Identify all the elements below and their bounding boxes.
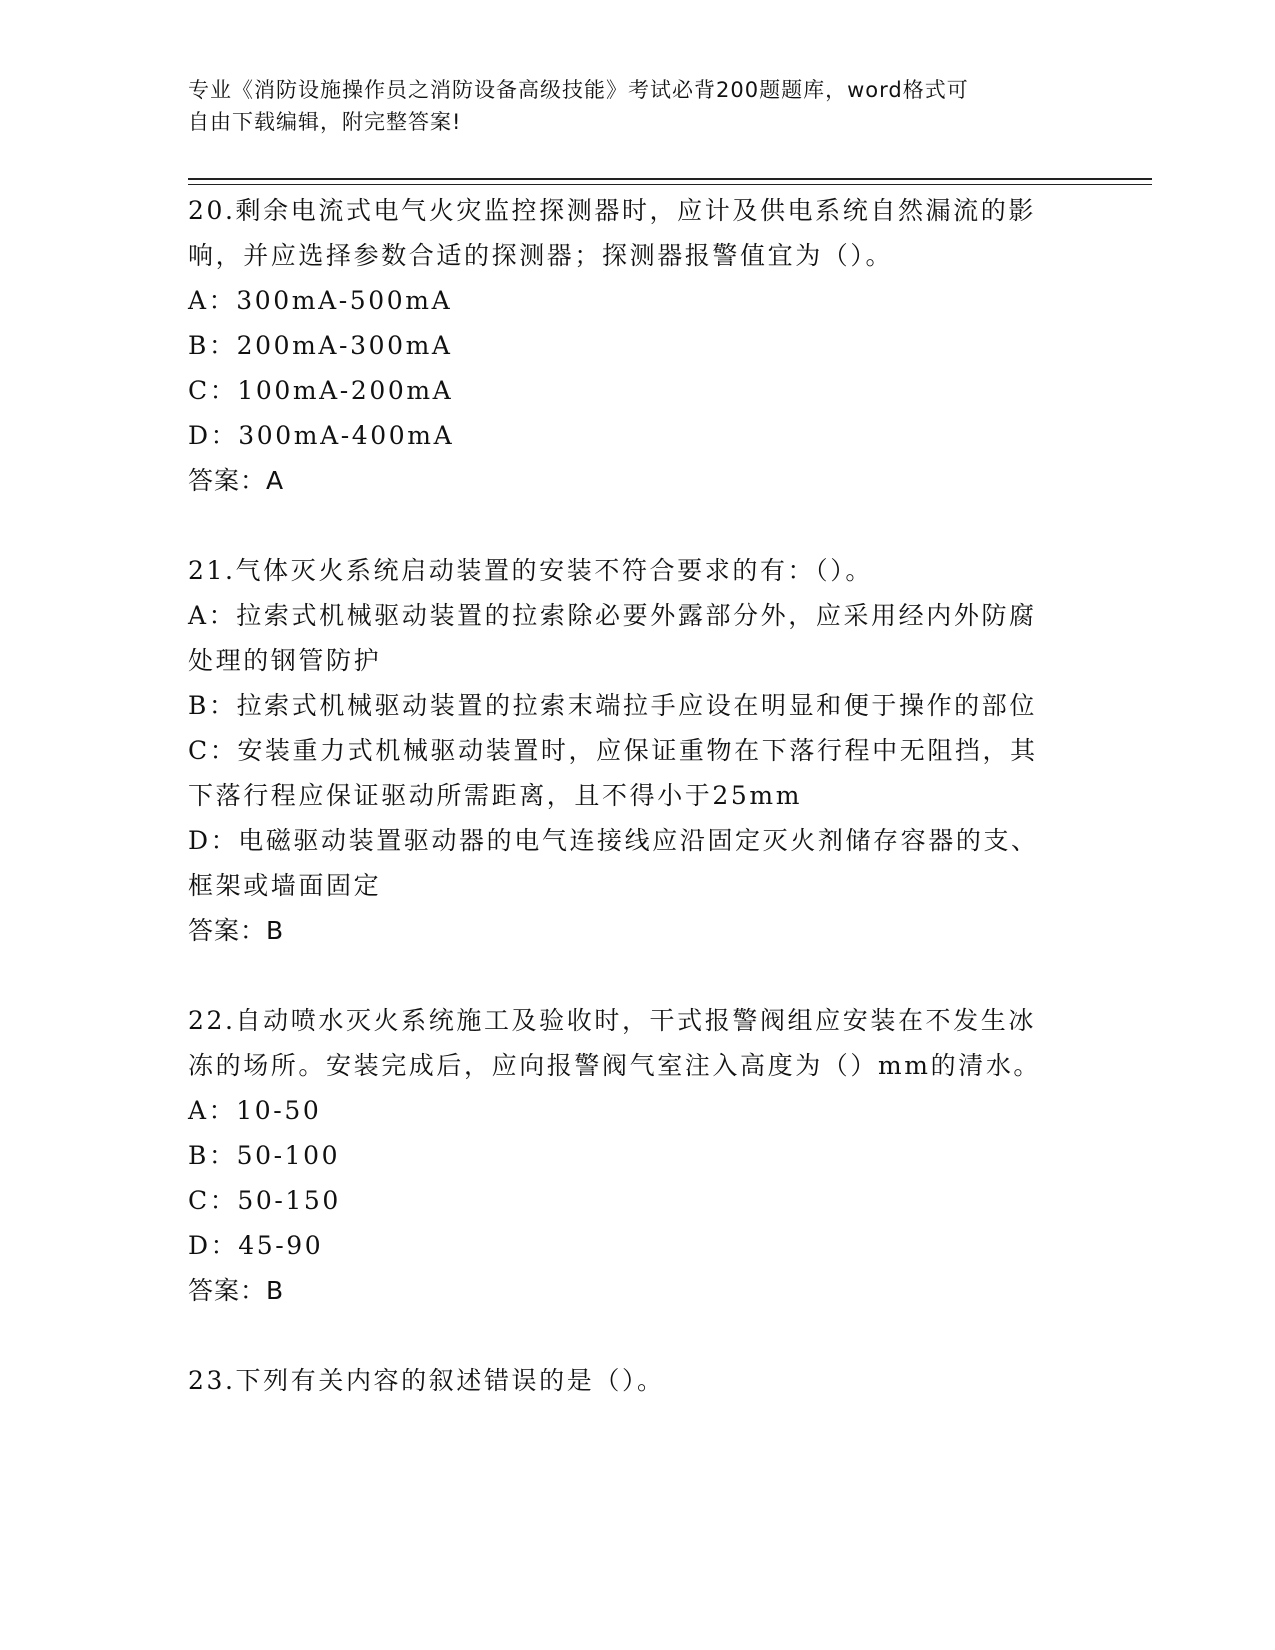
option-d: D：300mA-400mA	[188, 421, 455, 450]
option-b: B：50-100	[188, 1141, 341, 1170]
option-a: A：300mA-500mA	[188, 286, 453, 315]
spacer	[188, 503, 1068, 548]
question-stem: 23.下列有关内容的叙述错误的是（）。	[188, 1366, 665, 1395]
option-a: A：拉索式机械驱动装置的拉索除必要外露部分外，应采用经内外防腐	[188, 601, 1037, 630]
question-list	[188, 188, 1068, 1403]
question-item	[188, 548, 1068, 953]
option-d: D：电磁驱动装置驱动器的电气连接线应沿固定灭火剂储存容器的支、	[188, 826, 1039, 855]
header-line: 自由下载编辑，附完整答案!	[188, 110, 462, 134]
option-a-continued: 处理的钢管防护	[188, 646, 382, 675]
question-item	[188, 998, 1068, 1313]
option-c-continued: 下落行程应保证驱动所需距离，且不得小于25mm	[188, 781, 803, 810]
header-divider-thin	[188, 184, 1152, 185]
option-d: D：45-90	[188, 1231, 324, 1260]
spacer	[188, 953, 1068, 998]
document-header	[188, 74, 1088, 138]
question-stem: 20.剩余电流式电气火灾监控探测器时，应计及供电系统自然漏流的影	[188, 196, 1036, 225]
question-stem: 响，并应选择参数合适的探测器；探测器报警值宜为（）。	[188, 241, 894, 270]
header-line: 专业《消防设施操作员之消防设备高级技能》考试必背200题题库，word格式可	[188, 78, 969, 102]
option-b: B：200mA-300mA	[188, 331, 453, 360]
option-c: C：安装重力式机械驱动装置时，应保证重物在下落行程中无阻挡，其	[188, 736, 1038, 765]
option-b: B：拉索式机械驱动装置的拉索末端拉手应设在明显和便于操作的部位	[188, 691, 1037, 720]
question-item	[188, 1358, 1068, 1403]
question-stem: 22.自动喷水灭火系统施工及验收时，干式报警阀组应安装在不发生冰	[188, 1006, 1036, 1035]
answer: 答案：A	[188, 466, 285, 495]
header-divider	[188, 178, 1152, 180]
answer: 答案：B	[188, 916, 285, 945]
option-c: C：100mA-200mA	[188, 376, 454, 405]
question-item	[188, 188, 1068, 503]
option-d-continued: 框架或墙面固定	[188, 871, 382, 900]
option-c: C：50-150	[188, 1186, 341, 1215]
question-stem: 21.气体灭火系统启动装置的安装不符合要求的有：（）。	[188, 556, 873, 585]
spacer	[188, 1313, 1068, 1358]
question-stem: 冻的场所。安装完成后，应向报警阀气室注入高度为（）mm的清水。	[188, 1051, 1042, 1080]
option-a: A：10-50	[188, 1096, 322, 1125]
answer: 答案：B	[188, 1276, 285, 1305]
